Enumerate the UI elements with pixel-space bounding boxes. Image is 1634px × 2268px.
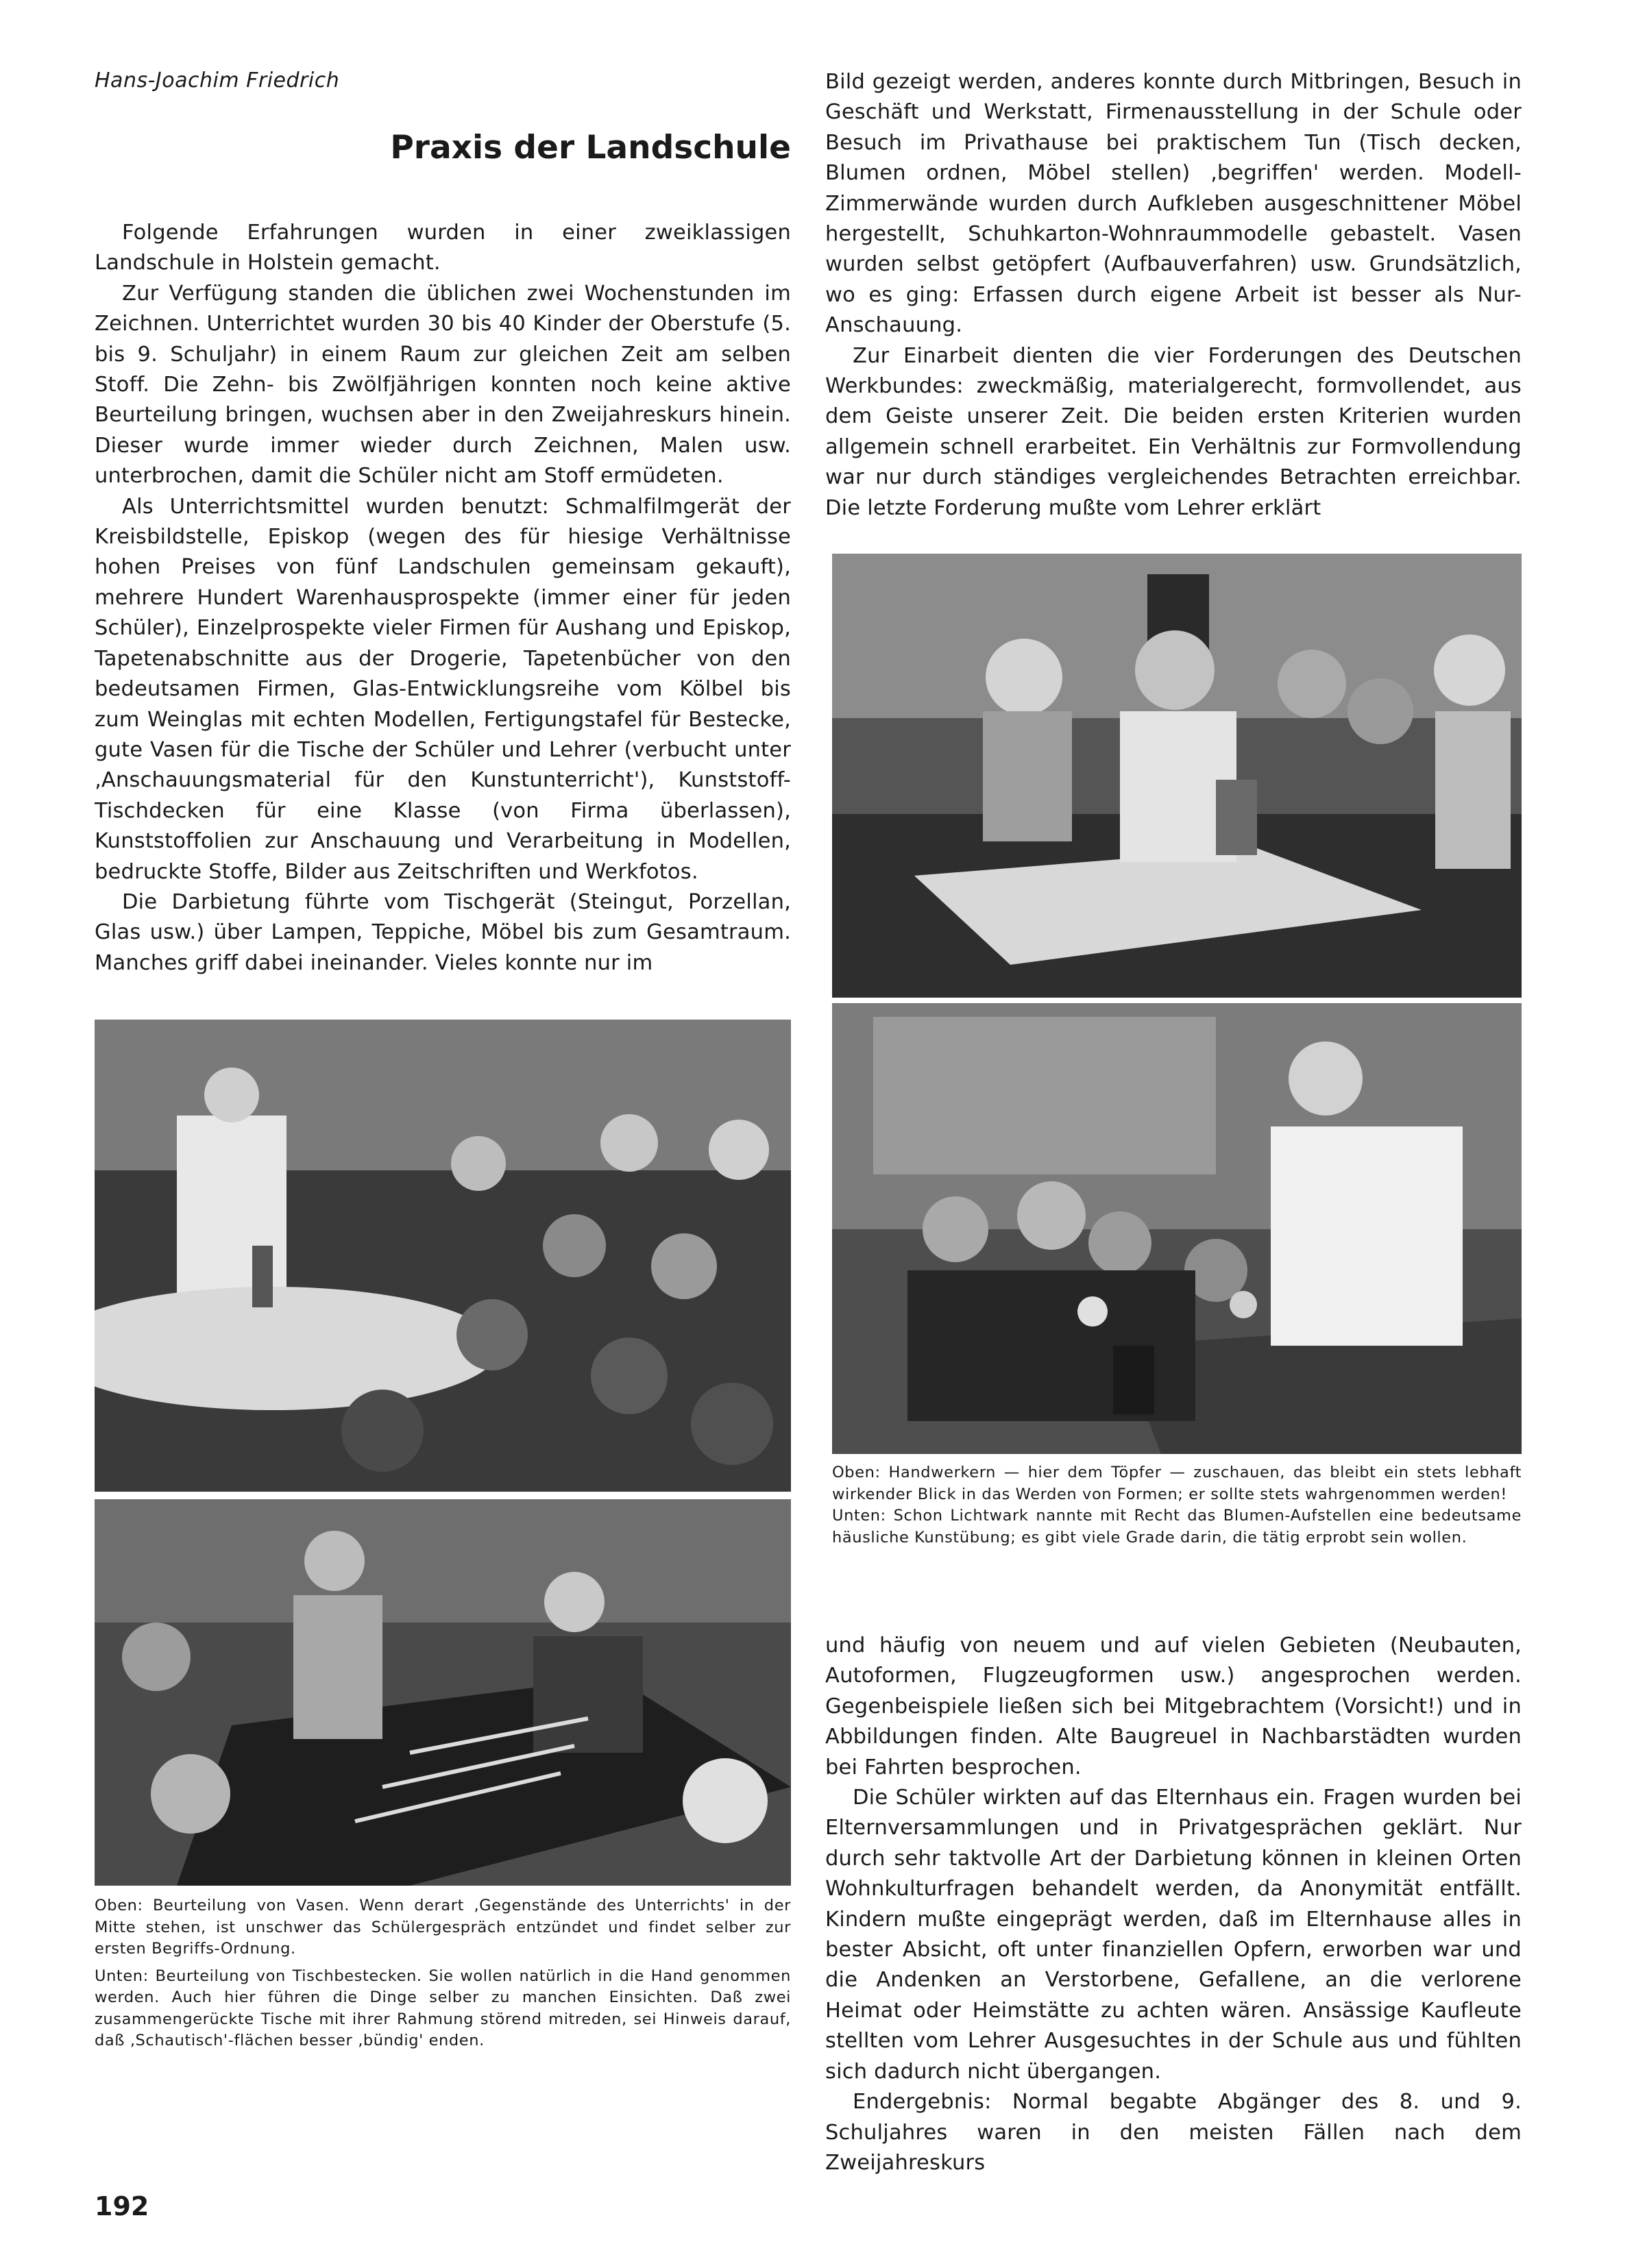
paragraph: und häufig von neuem und auf vielen Gebieten (Neubauten, Autoformen, Flugzeugformen usw.) angesprochen werden. Gegenbeispiele ließen sich bei Mitgebrachtem (Vorsicht!) und in Abbildungen finden. Alte Baugreuel in Nachbarstädten wurden bei Fahrten besprochen. — [825, 1634, 1522, 1779]
left-column-text — [95, 218, 791, 978]
paragraph: Endergebnis: Normal begabte Abgänger des 8. und 9. Schuljahres waren in den meisten Fällen nach dem Zweijahreskurs — [825, 2090, 1522, 2175]
photo-cutlery-discussion-illustration — [95, 1499, 791, 1886]
caption-bottom: Unten: Schon Lichtwark nannte mit Recht das Blumen-Aufstellen eine bedeutsame häusliche Kunstübung; es gibt viele Grade darin, die tätig erprobt sein wollen. — [832, 1507, 1522, 1546]
paragraph: Folgende Erfahrungen wurden in einer zweiklassigen Landschule in Holstein gemacht. — [95, 221, 791, 275]
paragraph: Als Unterrichtsmittel wurden benutzt: Schmalfilmgerät der Kreisbildstelle, Episkop (wegen des für hiesige Verhältnisse hohen Preises von fünf Landschulen gemeinsam gekauft), mehrere Hundert Warenhausprospekte (immer einer für jeden Schüler), Einzelprospekte vieler Firmen für Aushang und Episkop, Tapetenabschnitte aus der Drogerie, Tapetenbücher von den bedeutsamen Firmen, Glas-Entwicklungsreihe vom Kölbel bis zum Weinglas mit echten Modellen, Fertigungstafel für Bestecke, gute Vasen für die Tische der Schüler und Lehrer (verbucht unter ‚Anschauungsmaterial für den Kunstunterricht'), Kunststoff-Tischdecken für eine Klasse (von Firma überlassen), Kunststoffolien zur Anschauung und Verarbeitung in Modellen, bedruckte Stoffe, Bilder aus Zeitschriften und Werkfotos. — [95, 494, 791, 884]
page-number: 192 — [95, 2191, 149, 2221]
right-column-text-bottom — [825, 1631, 1522, 2178]
caption-bottom: Unten: Beurteilung von Tischbestecken. Sie wollen natürlich in die Hand genommen werden. Auch hier führen die Dinge selber zu manchen Einsichten. Daß zwei zusammengerückte Tische mit ihrer Rahmung störend mitreden, sei Hinweis darauf, daß ‚Schautisch'-flächen besser ‚bündig' enden. — [95, 1967, 791, 2049]
left-captions — [95, 1895, 791, 2052]
right-captions — [832, 1462, 1522, 1549]
photo-vase-discussion — [95, 1020, 791, 1492]
photo-cutlery-discussion — [95, 1499, 791, 1886]
photo-potter-illustration — [832, 554, 1522, 998]
photo-potter — [832, 554, 1522, 998]
paragraph: Die Schüler wirkten auf das Elternhaus ein. Fragen wurden bei Elternversammlungen und in Privatgesprächen geklärt. Nur durch sehr taktvolle Art der Darbietung können in kleinen Orten Wohnkulturfragen behandelt werden, da Anonymität entfällt. Kindern mußte eingeprägt werden, daß im Elternhause alles in bester Absicht, oft unter finanziellen Opfern, erworben war und die Andenken an Verstorbene, Gefallene, an die verlorene Heimat oder Heimstätte zu achten wären. Ansässige Kaufleute stellten vom Lehrer Ausgesuchtes in der Schule aus und fühlten sich dadurch nicht übergangen. — [825, 1786, 1522, 2084]
photo-flower-arranging-illustration — [832, 1003, 1522, 1454]
caption-top: Oben: Handwerkern — hier dem Töpfer — zuschauen, das bleibt ein stets lebhaft wirkender Blick in das Werden von Formen; er sollte stets wahrgenommen werden! — [832, 1464, 1522, 1503]
paragraph: Bild gezeigt werden, anderes konnte durch Mitbringen, Besuch in Geschäft und Werkstatt, Firmenausstellung in der Schule oder Besuch im Privathause bei praktischem Tun (Tisch decken, Blumen ordnen, Möbel stellen) ‚begriffen' werden. Modell-Zimmerwände wurden durch Aufkleben ausgeschnittener Möbel hergestellt, Schuhkarton-Wohnraummodelle gebastelt. Vasen wurden selbst getöpfert (Aufbauverfahren) usw. Grundsätzlich, wo es ging: Erfassen durch eigene Arbeit ist besser als Nur-Anschauung. — [825, 70, 1522, 338]
right-column-text-top — [825, 67, 1522, 523]
photo-flower-arranging — [832, 1003, 1522, 1454]
paragraph: Die Darbietung führte vom Tischgerät (Steingut, Porzellan, Glas usw.) über Lampen, Teppiche, Möbel bis zum Gesamtraum. Manches griff dabei ineinander. Vieles konnte nur im — [95, 889, 791, 975]
paragraph: Zur Einarbeit dienten die vier Forderungen des Deutschen Werkbundes: zweckmäßig, materialgerecht, formvollendet, aus dem Geiste unserer Zeit. Die beiden ersten Kriterien wurden allgemein schnell erarbeitet. Ein Verhältnis zur Formvollendung war nur durch ständiges vergleichendes Betrachten erreichbar. Die letzte Forderung mußte vom Lehrer erklärt — [825, 343, 1522, 520]
photo-vase-discussion-illustration — [95, 1020, 791, 1492]
paragraph: Zur Verfügung standen die üblichen zwei Wochenstunden im Zeichnen. Unterrichtet wurden 30 bis 40 Kinder der Oberstufe (5. bis 9. Schuljahr) in einem Raum zur gleichen Zeit am selben Stoff. Die Zehn- bis Zwölfjährigen konnten noch keine aktive Beurteilung bringen, wuchsen aber in den Zweijahreskurs hinein. Dieser wurde immer wieder durch Zeichnen, Malen usw. unterbrochen, damit die Schüler nicht am Stoff ermüdeten. — [95, 281, 791, 489]
author-name: Hans-Joachim Friedrich — [95, 69, 340, 93]
article-title: Praxis der Landschule — [390, 129, 791, 167]
caption-top: Oben: Beurteilung von Vasen. Wenn derart ‚Gegenstände des Unterrichts' in der Mitte stehen, ist unschwer das Schülergespräch entzündet und findet selber zur ersten Begriffs-Ordnung. — [95, 1897, 791, 1958]
